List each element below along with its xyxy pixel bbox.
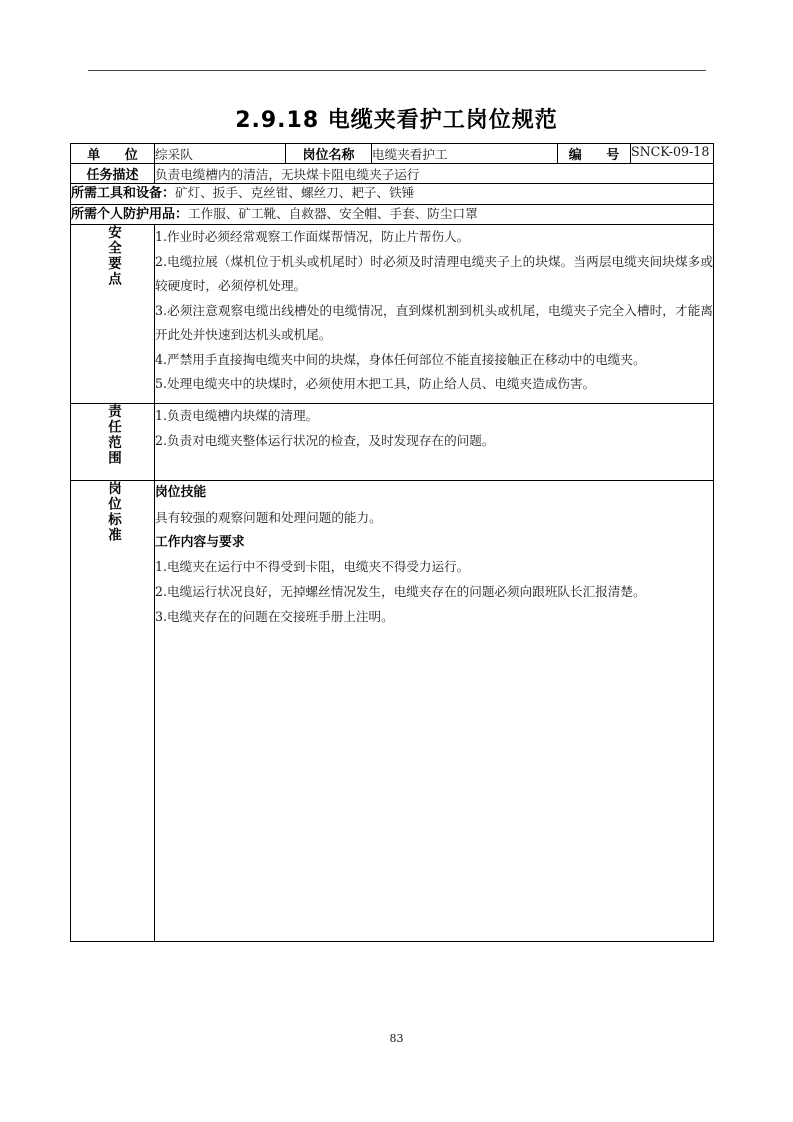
heading-job-skills: 岗位技能 xyxy=(155,485,207,500)
table-row-duty xyxy=(71,404,714,481)
value-code: SNCK-09-18 xyxy=(631,144,714,164)
work-item: 3.电缆夹存在的问题在交接班手册上注明。 xyxy=(155,608,394,624)
value-post-name: 电缆夹看护工 xyxy=(372,144,558,164)
post-standard-content xyxy=(155,481,714,942)
label-code: 编 号 xyxy=(558,144,631,164)
table-row-unit xyxy=(71,144,714,164)
safety-item: 1.作业时必须经常观察工作面煤帮情况，防止片帮伤人。 xyxy=(155,229,470,244)
table-row-standard xyxy=(71,481,714,942)
label-post-standard xyxy=(71,481,155,942)
job-specification-table xyxy=(70,143,714,942)
label-unit: 单 位 xyxy=(71,144,155,164)
value-task-description: 负责电缆槽内的清洁，无块煤卡阻电缆夹子运行 xyxy=(155,164,714,184)
duty-scope-content xyxy=(155,404,714,481)
value-unit: 综采队 xyxy=(155,144,286,164)
label-safety-points xyxy=(71,225,155,404)
work-item: 1.电缆夹在运行中不得受到卡阻，电缆夹不得受力运行。 xyxy=(155,559,470,575)
safety-item: 4.严禁用手直接掏电缆夹中间的块煤，身体任何部位不能直接接触正在移动中的电缆夹。 xyxy=(155,351,646,367)
safety-item: 2.电缆拉展（煤机位于机头或机尾时）时必须及时清理电缆夹子上的块煤。当两层电缆夹间块煤多或较硬度时，必须停机处理。 xyxy=(155,253,713,294)
label-safety-points-text: 安全要点 xyxy=(104,225,121,287)
heading-work-content: 工作内容与要求 xyxy=(155,534,245,550)
safety-item: 5.处理电缆夹中的块煤时，必须使用木把工具，防止给人员、电缆夹造成伤害。 xyxy=(155,376,596,392)
label-post-standard-text: 岗位标准 xyxy=(104,481,121,543)
value-tools: 矿灯、扳手、克丝钳、螺丝刀、耙子、铁锤 xyxy=(175,185,415,200)
ppe-cell xyxy=(71,204,714,225)
label-tools: 所需工具和设备： xyxy=(71,186,176,201)
table-row-safety xyxy=(71,225,714,404)
job-skills-text: 具有较强的观察问题和处理问题的能力。 xyxy=(155,509,382,525)
label-task-description: 任务描述 xyxy=(71,164,155,184)
label-duty-scope-text: 责任范围 xyxy=(104,404,121,466)
label-post-name: 岗位名称 xyxy=(286,144,372,164)
table-row-ppe xyxy=(71,204,714,225)
work-item: 2.电缆运行状况良好，无掉螺丝情况发生，电缆夹存在的问题必须向跟班队长汇报清楚。 xyxy=(155,584,646,599)
label-duty-scope xyxy=(71,404,155,481)
duty-item: 2.负责对电缆夹整体运行状况的检查，及时发现存在的问题。 xyxy=(155,432,495,448)
safety-item: 3.必须注意观察电缆出线槽处的电缆情况，直到煤机割到机头或机尾，电缆夹子完全入槽时，才能离开此处并快速到达机头或机尾。 xyxy=(155,302,713,343)
page-title: 2.9.18 电缆夹看护工岗位规范 xyxy=(235,108,558,133)
label-ppe: 所需个人防护用品： xyxy=(71,206,189,222)
page-number: 83 xyxy=(389,1032,404,1045)
table-row-task xyxy=(71,164,714,184)
header-rule xyxy=(88,70,706,71)
safety-points-content xyxy=(155,225,714,404)
value-ppe: 工作服、矿工靴、自救器、安全帽、手套、防尘口罩 xyxy=(188,205,478,221)
tools-cell xyxy=(71,184,714,205)
duty-item: 1.负责电缆槽内块煤的清理。 xyxy=(155,408,319,423)
table-row-tools xyxy=(71,184,714,205)
